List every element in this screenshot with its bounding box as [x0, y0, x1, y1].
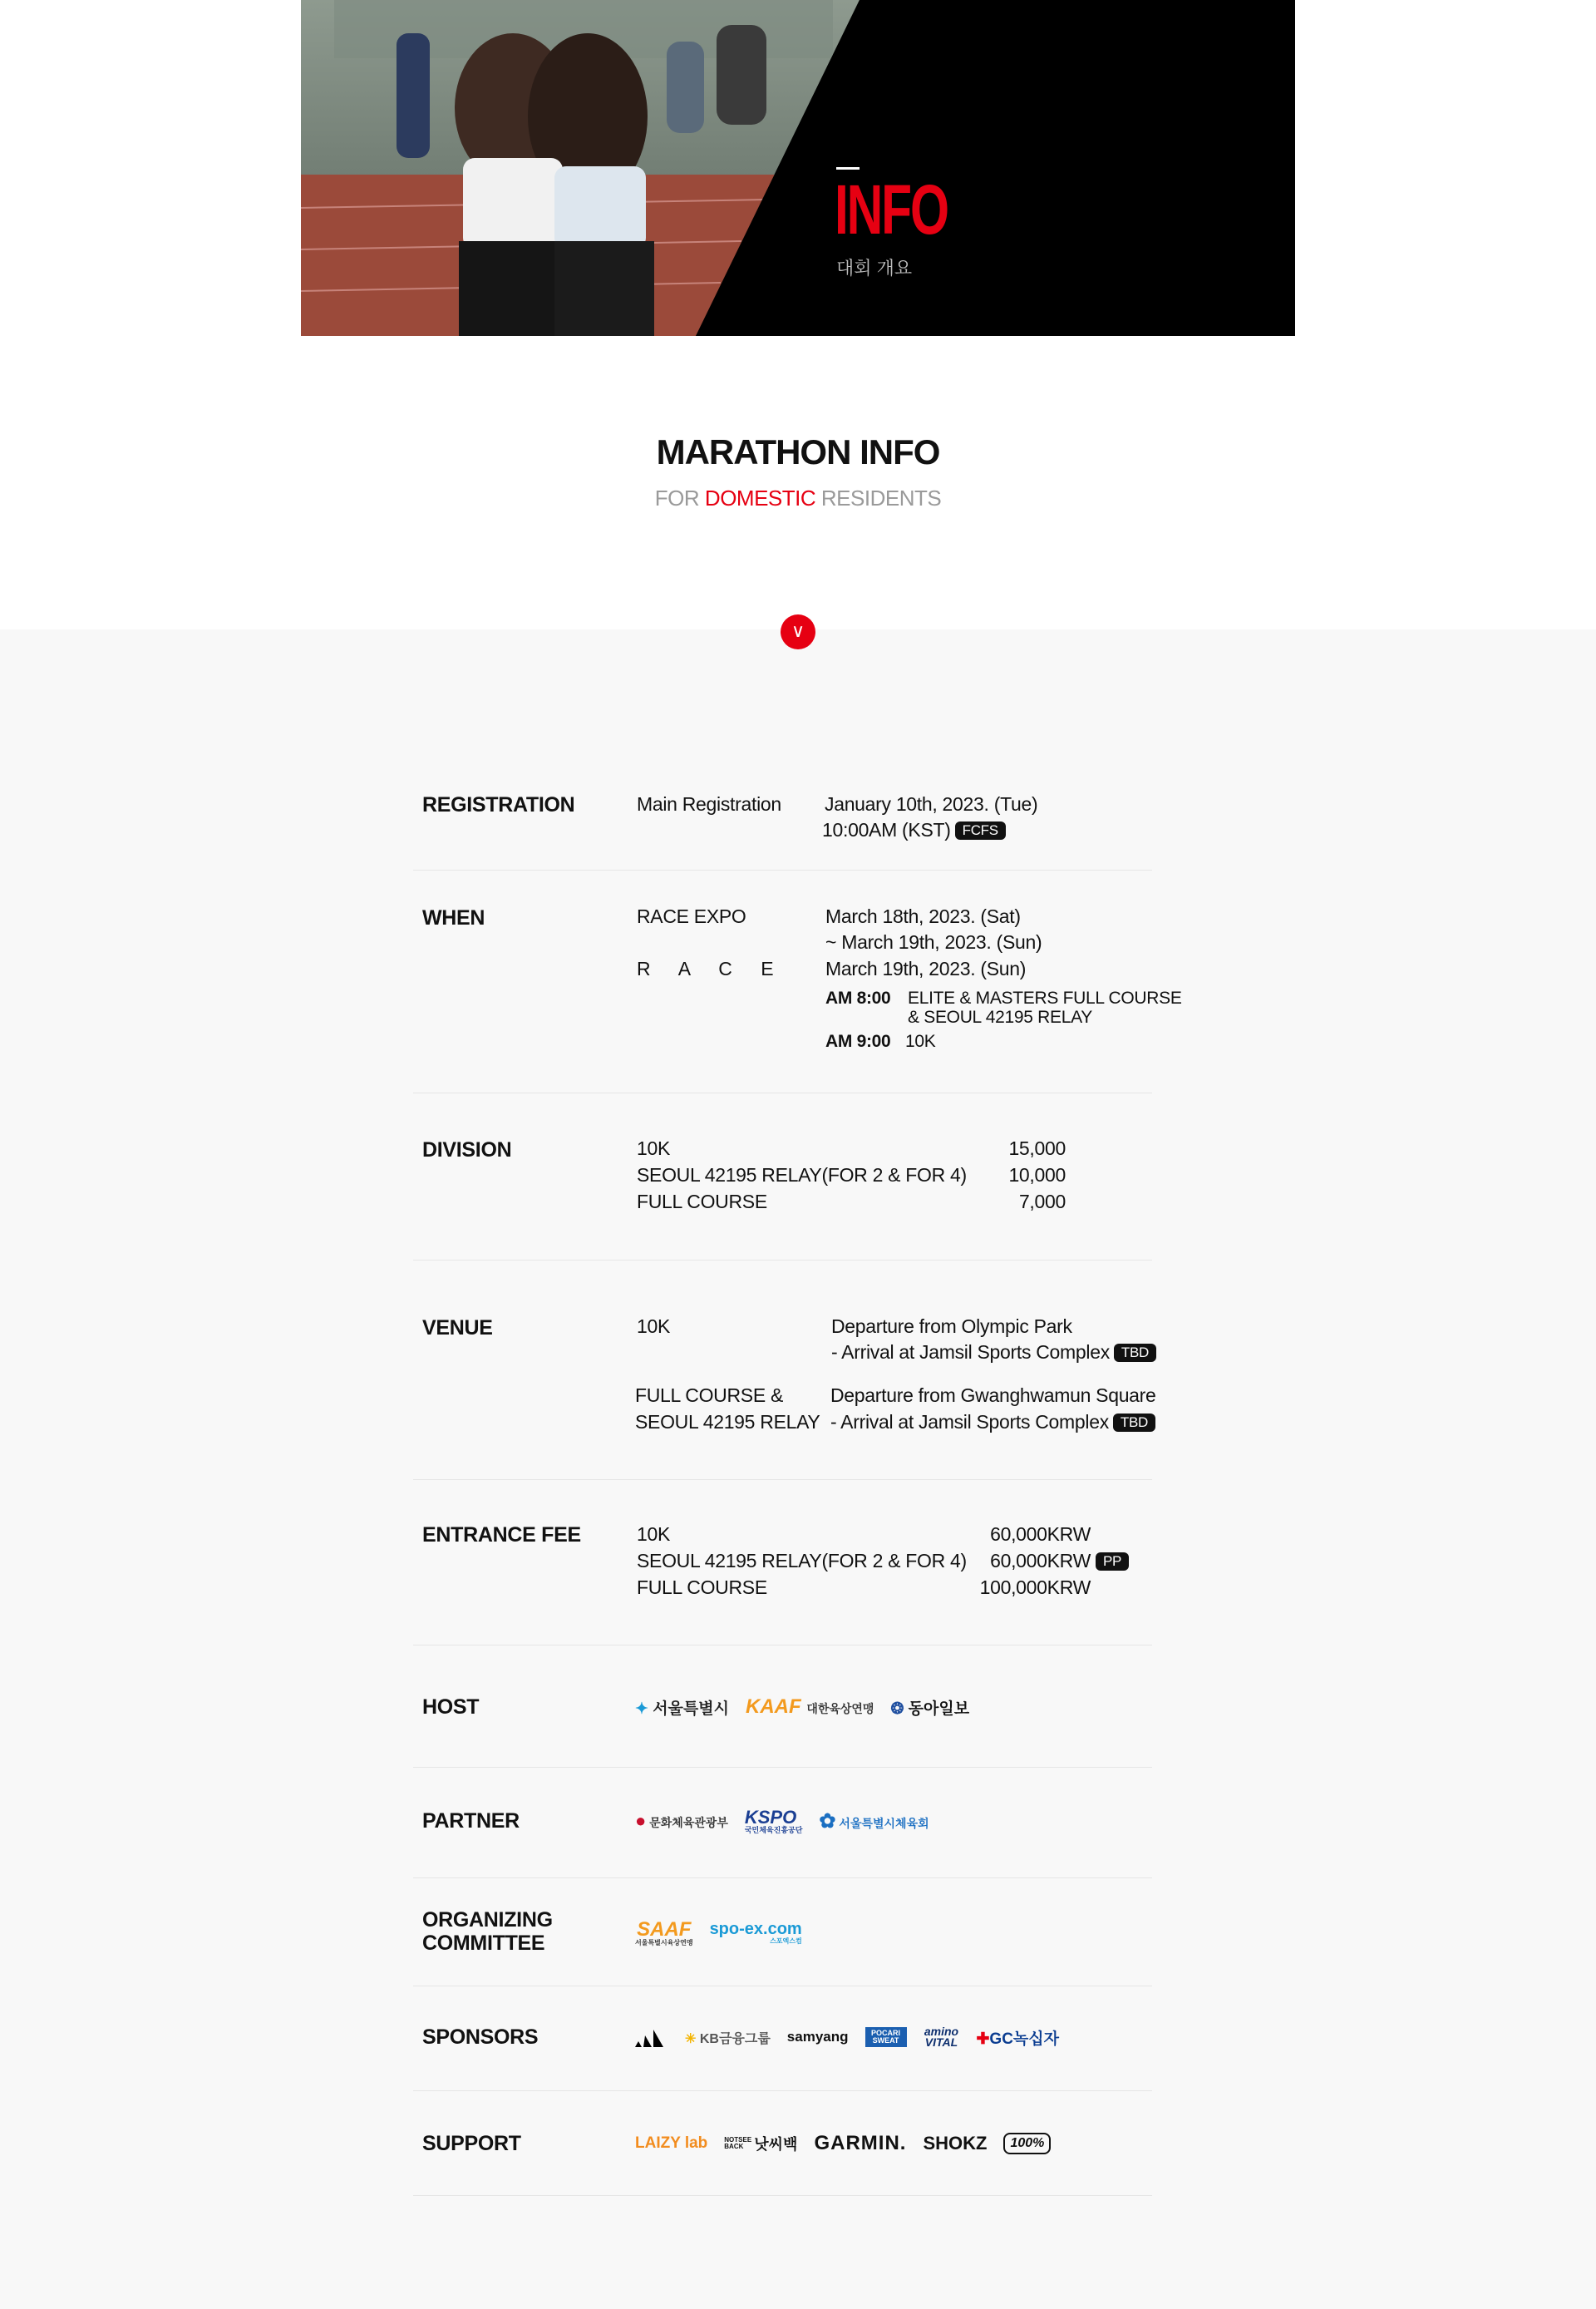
fee-name-0: 10K [637, 1523, 671, 1545]
registration-date: January 10th, 2023. (Tue) [825, 793, 1038, 815]
divider [413, 1479, 1152, 1480]
sponsors-label: SPONSORS [422, 2025, 539, 2049]
division-label: DIVISION [422, 1138, 512, 1162]
hero-banner [301, 0, 1295, 336]
divider [413, 870, 1152, 871]
divider [413, 2195, 1152, 2196]
gc-logo: ✚GC녹십자 [976, 2030, 1059, 2048]
division-count-2: 7,000 [1018, 1191, 1066, 1212]
seoul-mark-icon: ✦ [635, 1700, 648, 1718]
registration-label: REGISTRATION [422, 793, 575, 817]
page-title: MARATHON INFO [656, 432, 940, 471]
slot1-time: AM 8:00 [825, 989, 891, 1008]
hero-subtitle: 대회 개요 [836, 258, 913, 279]
saaf-logo: SAAF 서울특별시육상연맹 [635, 1918, 693, 1947]
venue-10k-arrival: - Arrival at Jamsil Sports Complex [831, 1341, 1110, 1363]
kaaf-logo: KAAF 대한육상연맹 [745, 1695, 874, 1718]
venue-10k-departure: Departure from Olympic Park [831, 1315, 1072, 1337]
donga-mark-icon: ❂ [890, 1700, 904, 1718]
hero-dash [836, 167, 860, 170]
slot2-desc: 10K [905, 1032, 936, 1051]
pocari-logo: POCARI SWEAT [865, 2027, 907, 2047]
fee-price-2: 100,000KRW [979, 1576, 1091, 1598]
fee-price-1: 60,000KRW [990, 1550, 1091, 1571]
registration-time-row [822, 819, 1006, 841]
aminovital-logo: amino VITAL [924, 2024, 959, 2049]
sponsors-logos [635, 2012, 1059, 2062]
divider [413, 2090, 1152, 2091]
race-label: R A C E [637, 958, 786, 979]
subtitle-suffix: RESIDENTS [820, 486, 942, 511]
fee-label: ENTRANCE FEE [422, 1523, 581, 1547]
organizing-logos [635, 1908, 802, 1958]
garmin-logo: GARMIN. [814, 2132, 907, 2154]
notseeback-logo: NOTSEE BACK 낫씨백 [724, 2136, 798, 2153]
support-logos [635, 2119, 1051, 2168]
hero-title: INFO [835, 170, 948, 249]
tbd-badge: TBD [1114, 1344, 1156, 1362]
division-name-1: SEOUL 42195 RELAY(FOR 2 & FOR 4) [637, 1164, 967, 1186]
division-count-1: 10,000 [1008, 1164, 1066, 1186]
chevron-down-icon: ∨ [791, 620, 805, 641]
slot2-time: AM 9:00 [825, 1032, 891, 1051]
venue-10k-name: 10K [637, 1315, 671, 1337]
venue-full-arrival-row [830, 1411, 1155, 1433]
pp-badge-row [1091, 1550, 1129, 1572]
slot1-desc-line1: ELITE & MASTERS FULL COURSE [908, 989, 1182, 1008]
gc-cross-icon: ✚ [976, 2030, 990, 2048]
adidas-logo-icon [635, 2027, 668, 2047]
support-label: SUPPORT [422, 2132, 521, 2155]
hero-photo [301, 0, 1295, 336]
kb-star-icon: ✳ [685, 2031, 697, 2046]
fee-name-2: FULL COURSE [637, 1576, 767, 1598]
fee-name-1: SEOUL 42195 RELAY(FOR 2 & FOR 4) [637, 1550, 967, 1571]
slot1-desc-line2: & SEOUL 42195 RELAY [908, 1008, 1092, 1027]
flower-icon: ✿ [819, 1809, 836, 1833]
division-count-0: 15,000 [1008, 1137, 1066, 1159]
donga-logo: ❂ 동아일보 [890, 1700, 970, 1718]
when-label: WHEN [422, 906, 485, 930]
laizylab-logo: LAIZY lab [635, 2134, 708, 2152]
subtitle-prefix: FOR [654, 486, 700, 511]
partner-label: PARTNER [422, 1809, 520, 1833]
venue-10k-arrival-row [831, 1341, 1156, 1364]
expo-label: RACE EXPO [637, 905, 746, 927]
fcfs-badge: FCFS [955, 821, 1006, 840]
samyang-logo: samyang [786, 2029, 849, 2045]
partner-logos [635, 1796, 929, 1846]
host-logos [635, 1682, 969, 1732]
expo-date-end: ~ March 19th, 2023. (Sun) [825, 931, 1042, 953]
organizing-label-line1: ORGANIZING [422, 1908, 553, 1932]
division-name-0: 10K [637, 1137, 671, 1159]
kb-logo: ✳ KB금융그룹 [685, 2031, 771, 2046]
host-label: HOST [422, 1695, 480, 1719]
venue-full-name-line1: FULL COURSE & [635, 1384, 784, 1406]
venue-full-name-line2: SEOUL 42195 RELAY [635, 1411, 820, 1433]
divider [413, 1767, 1152, 1768]
spoexcom-logo: spo-ex.com 스포엑스컴 [709, 1920, 802, 1946]
division-name-2: FULL COURSE [637, 1191, 767, 1212]
shokz-logo: SHOKZ [923, 2133, 988, 2154]
expo-date-start: March 18th, 2023. (Sat) [825, 905, 1021, 927]
seoul-logo: ✦ 서울특별시 [635, 1700, 729, 1718]
seoul-sports-council-logo: ✿ 서울특별시체육회 [819, 1809, 929, 1833]
taeguk-icon: ● [635, 1810, 647, 1831]
registration-item: Main Registration [637, 793, 781, 815]
scroll-down-button[interactable] [781, 614, 815, 649]
divider [413, 1260, 1152, 1261]
kspo-logo: KSPO 국민체육진흥공단 [744, 1806, 803, 1834]
mcst-logo: ● 문화체육관광부 [635, 1810, 728, 1831]
venue-label: VENUE [422, 1316, 493, 1340]
100percent-logo: 100% [1003, 2133, 1051, 2154]
race-date: March 19th, 2023. (Sun) [825, 958, 1027, 979]
tbd-badge: TBD [1113, 1414, 1155, 1432]
divider [413, 1877, 1152, 1878]
fee-price-0: 60,000KRW [990, 1523, 1091, 1545]
venue-full-arrival: - Arrival at Jamsil Sports Complex [830, 1411, 1109, 1433]
organizing-label-line2: COMMITTEE [422, 1932, 545, 1955]
venue-full-departure: Departure from Gwanghwamun Square [830, 1384, 1156, 1406]
page-subtitle [0, 486, 1596, 511]
registration-time: 10:00AM (KST) [822, 819, 951, 841]
subtitle-highlight: DOMESTIC [704, 486, 816, 511]
pp-badge: PP [1096, 1552, 1129, 1571]
